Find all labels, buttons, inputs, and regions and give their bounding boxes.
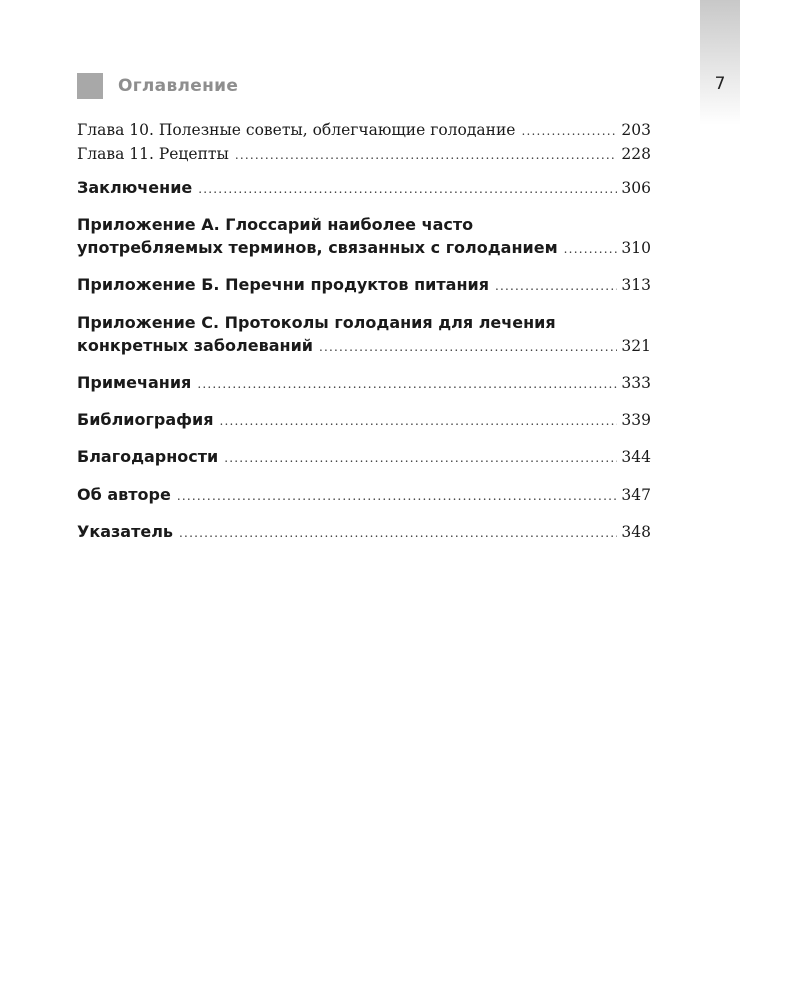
toc-entry-appendix-b[interactable] [77,274,651,296]
dot-leader [198,178,617,200]
toc-entry-chapter-11[interactable] [77,143,651,165]
toc-entry-page: 313 [621,276,651,294]
toc-entry-title: Благодарности [77,447,219,466]
toc-entry-page: 306 [621,179,651,197]
toc-entry-chapter-10[interactable] [77,119,651,141]
toc-entry-title: Библиография [77,410,214,429]
dot-leader [495,275,617,297]
section-title: Оглавление [118,76,239,96]
page-number: 7 [714,74,726,94]
toc-entry-title: Примечания [77,373,192,392]
dot-leader [219,410,617,432]
toc-entry-title: Об авторе [77,485,171,504]
dot-leader [564,238,618,260]
toc-entry-appendix-c-line1[interactable] [77,312,651,334]
dot-leader [235,144,618,166]
toc-entry-acknowledgements[interactable] [77,446,651,468]
dot-leader [197,373,617,395]
toc-entry-appendix-a-line1[interactable] [77,214,651,236]
toc-entry-page: 333 [621,374,651,392]
header-square-icon [77,73,103,99]
toc-entry-title-continued: употребляемых терминов, связанных с голоданием [77,238,558,257]
toc-entry-title-continued: конкретных заболеваний [77,336,313,355]
toc-entry-about-author[interactable] [77,484,651,506]
dot-leader [521,120,617,142]
toc-entry-page: 310 [621,239,651,257]
toc-entry-conclusion[interactable] [77,177,651,199]
toc-entry-title: Приложение С. Протоколы голодания для лечения [77,313,556,332]
toc-entry-index[interactable] [77,521,651,543]
toc-entry-page: 344 [621,448,651,466]
toc-entry-appendix-c[interactable] [77,335,651,357]
dot-leader [319,336,617,358]
dot-leader [177,485,618,507]
toc-entry-title: Глава 10. Полезные советы, облегчающие голодание [77,121,516,139]
toc-entry-page: 348 [621,523,651,541]
dot-leader [224,447,617,469]
toc-entry-page: 228 [621,145,651,163]
toc-entry-page: 203 [621,121,651,139]
toc-entry-title: Заключение [77,178,193,197]
toc-entry-notes[interactable] [77,372,651,394]
toc-entry-page: 347 [621,486,651,504]
dot-leader [179,522,617,544]
toc-entry-appendix-a[interactable] [77,237,651,259]
toc-entry-page: 339 [621,411,651,429]
toc-entry-title: Указатель [77,522,174,541]
toc-entry-page: 321 [621,337,651,355]
page-edge-tab [700,0,740,125]
toc-entry-title: Глава 11. Рецепты [77,145,229,163]
toc-entry-bibliography[interactable] [77,409,651,431]
toc-entry-title: Приложение Б. Перечни продуктов питания [77,275,489,294]
toc-entry-title: Приложение А. Глоссарий наиболее часто [77,215,474,234]
